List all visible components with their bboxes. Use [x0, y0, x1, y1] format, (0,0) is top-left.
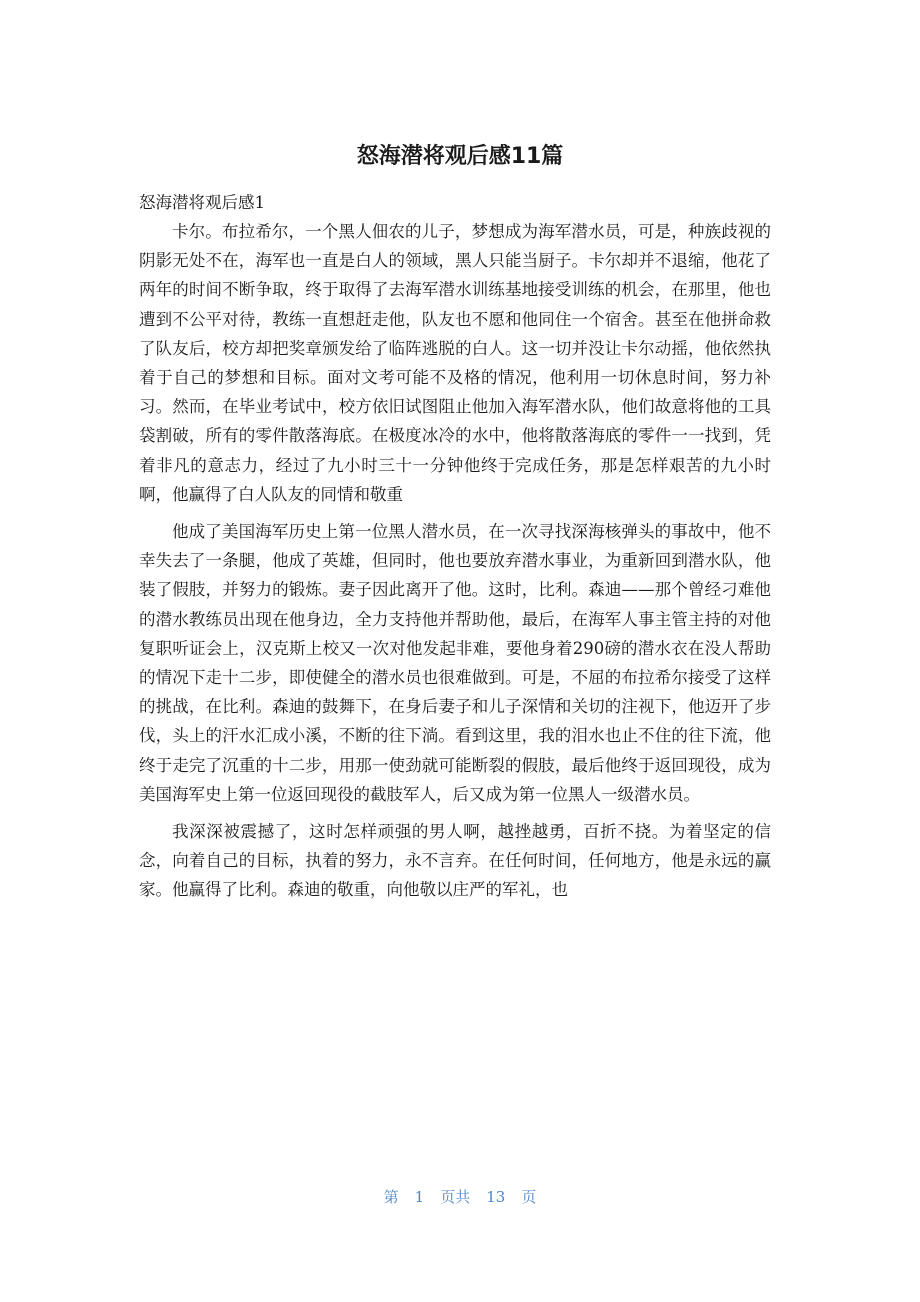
- paragraph-1: 卡尔。布拉希尔，一个黑人佃农的儿子，梦想成为海军潜水员，可是，种族歧视的阴影无处不在，海军也一直是白人的领域，黑人只能当厨子。卡尔却并不退缩，他花了两年的时间不断争取，终于取得了去海军潜水训练基地接受训练的机会，在那里，他也遭到不公平对待，教练一直想赶走他，队友也不愿和他同住一个宿舍。甚至在他拼命救了队友后，校方却把奖章颁发给了临阵逃脱的白人。这一切并没让卡尔动摇，他依然执着于自己的梦想和目标。面对文考可能不及格的情况，他利用一切休息时间，努力补习。然而，在毕业考试中，校方依旧试图阻止他加入海军潜水队，他们故意将他的工具袋割破，所有的零件散落海底。在极度冰冷的水中，他将散落海底的零件一一找到，凭着非凡的意志力，经过了九小时三十一分钟他终于完成任务，那是怎样艰苦的九小时啊，他赢得了白人队友的同情和敬重: [139, 222, 771, 504]
- paragraph-2: 他成了美国海军历史上第一位黑人潜水员，在一次寻找深海核弹头的事故中，他不幸失去了一条腿，他成了英雄，但同时，他也要放弃潜水事业，为重新回到潜水队，他装了假肢，并努力的锻炼。妻子因此离开了他。这时，比利。森迪——那个曾经刁难他的潜水教练员出现在他身边，全力支持他并帮助他，最后，在海军人事主管主持的对他复职听证会上，汉克斯上校又一次对他发起非难，要他身着290磅的潜水衣在没人帮助的情况下走十二步，即使健全的潜水员也很难做到。可是，不屈的布拉希尔接受了这样的挑战，在比利。森迪的鼓舞下，在身后妻子和儿子深情和关切的注视下，他迈开了步伐，头上的汗水汇成小溪，不断的往下淌。看到这里，我的泪水也止不住的往下流，他终于走完了沉重的十二步，用那一使劲就可能断裂的假肢，最后他终于返回现役，成为美国海军史上第一位返回现役的截肢军人，后又成为第一位黑人一级潜水员。: [139, 522, 771, 804]
- footer-total-pages: 13: [486, 1188, 506, 1206]
- footer-page-number: 1: [414, 1188, 425, 1206]
- footer-middle: 页共: [440, 1188, 471, 1206]
- document-title: 怒海潜将观后感11篇: [356, 144, 564, 169]
- footer-suffix: 页: [521, 1188, 537, 1206]
- section-subtitle: 怒海潜将观后感1: [139, 193, 265, 212]
- paragraph-3: 我深深被震撼了，这时怎样顽强的男人啊，越挫越勇，百折不挠。为着坚定的信念，向着自己的目标，执着的努力，永不言弃。在任何时间，任何地方，他是永远的赢家。他赢得了比利。森迪的敬重，向他敬以庄严的军礼，也: [139, 822, 771, 900]
- document-body: [139, 188, 771, 913]
- page-footer: [0, 1186, 920, 1207]
- footer-prefix: 第: [383, 1188, 399, 1206]
